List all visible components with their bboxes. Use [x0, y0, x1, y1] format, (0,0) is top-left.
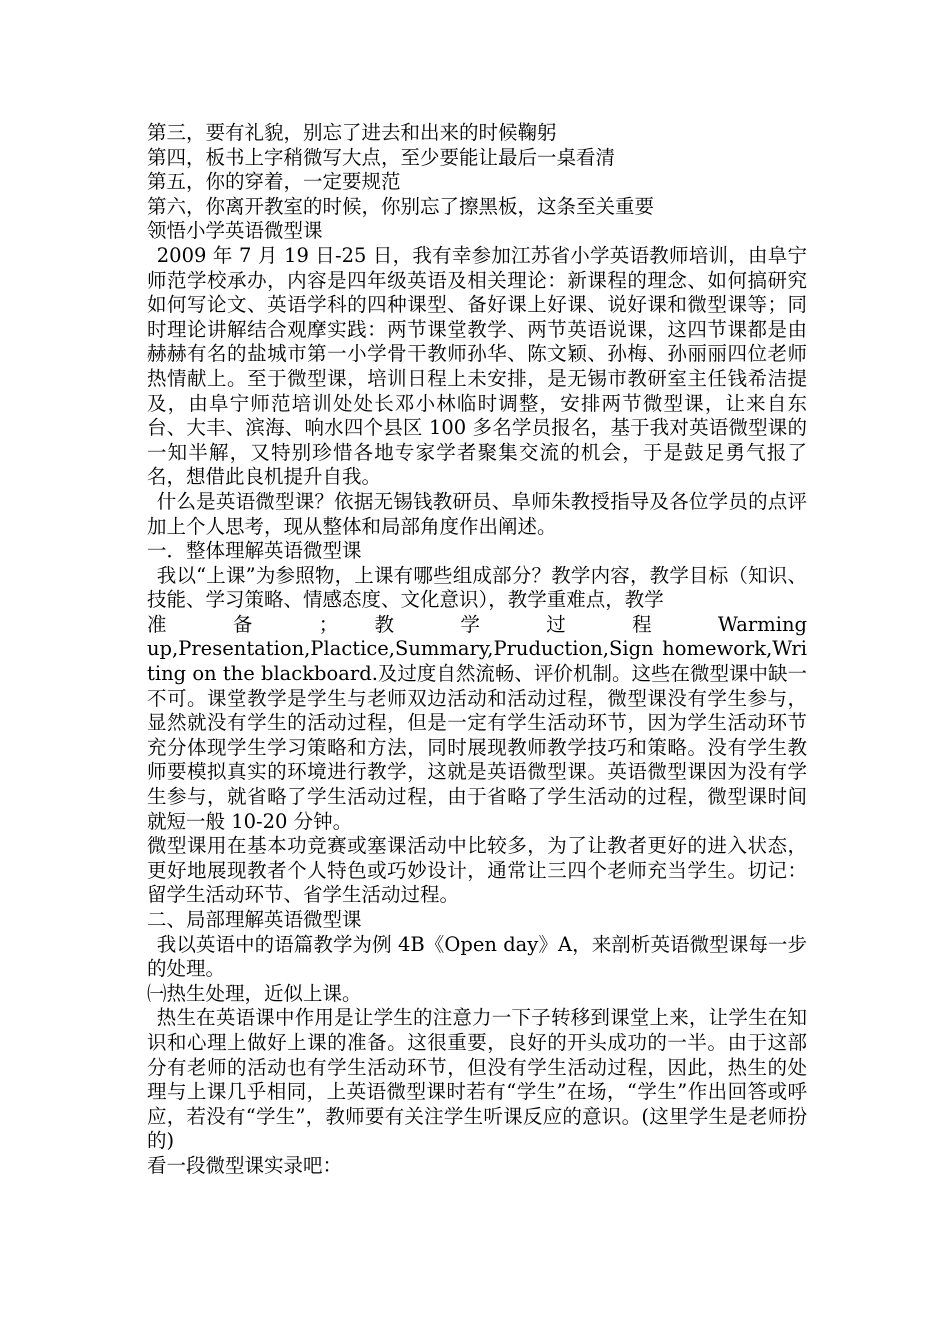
article-title: 领悟小学英语微型课	[147, 219, 323, 243]
rule-line-6: 第六，你离开教室的时候，你别忘了擦黑板，这条至关重要	[147, 194, 655, 218]
paragraph-what-is-micro-lesson: 什么是英语微型课？依据无锡钱教研员、阜师朱教授指导及各位学员的点评加上个人思考，现从整体和局部角度作出阐述。	[147, 489, 807, 538]
rule-line-5: 第五，你的穿着，一定要规范	[147, 170, 401, 194]
paragraph-overall-part-a: 我以“上课”为参照物，上课有哪些组成部分？教学内容，教学目标（知识、技能、学习策略、情感态度、文化意识），教学重难点，教学	[147, 563, 807, 612]
paragraph-record-intro: 看一段微型课实录吧：	[147, 1153, 343, 1177]
subsection-heading-warmup: ㈠热生处理，近似上课。	[147, 981, 362, 1005]
paragraph-training-intro: 2009 年 7 月 19 日-25 日，我有幸参加江苏省小学英语教师培训，由阜宁师范学校承办，内容是四年级英语及相关理论：新课程的理念、如何搞研究如何写论文、英语学科的四种课型、备好课上好课、说好课和微型课等；同时理论讲解结合观摩实践：两节课堂教学、两节英语说课，这四节课都是由赫赫有名的盐城市第一小学骨干教师孙华、陈文颖、孙梅、孙丽丽四位老师热情献上。至于微型课，培训日程上未安排，是无锡市教研室主任钱希洁提及，由阜宁师范培训处处长邓小林临时调整，安排两节微型课，让来自东台、大丰、滨海、响水四个县区 100 多名学员报名，基于我对英语微型课的一知半解，又特别珍惜各地专家学者聚集交流的机会，于是鼓足勇气报了名，想借此良机提升自我。	[147, 243, 807, 489]
rule-line-4: 第四，板书上字稍微写大点，至少要能让最后一桌看清	[147, 145, 616, 169]
paragraph-overall-part-b: 准 备 ； 教 学 过 程 Warming	[147, 612, 807, 636]
section-heading-partial: 二、局部理解英语微型课	[147, 908, 362, 931]
paragraph-open-day-example: 我以英语中的语篇教学为例 4B《Open day》A，来剖析英语微型课每一步的处理。	[147, 932, 807, 981]
paragraph-overall-part-c: up,Presentation,Plactice,Summary,Pruduction,Sign homework,Writing on the blackboard.及过度自然流畅、评价机制。这些在微型课中缺一不可。课堂教学是学生与老师双边活动和活动过程，微型课没有学生参与，显然就没有学生的活动过程，但是一定有学生活动环节，因为学生活动环节充分体现学生学习策略和方法，同时展现教师教学技巧和策略。没有学生教师要模拟真实的环境进行教学，这就是英语微型课。英语微型课因为没有学生参与，就省略了学生活动过程，由于省略了学生活动的过程，微型课时间就短一般 10-20 分钟。	[147, 637, 807, 833]
rule-line-3: 第三，要有礼貌，别忘了进去和出来的时候鞠躬	[147, 121, 557, 144]
paragraph-warmup-explanation: 热生在英语课中作用是让学生的注意力一下子转移到课堂上来，让学生在知识和心理上做好上课的准备。这很重要，良好的开头成功的一半。由于这部分有老师的活动也有学生活动环节，但没有学生活动过程，因此，热生的处理与上课几乎相同，上英语微型课时若有“学生”在场，“学生”作出回答或呼应，若没有“学生”，教师要有关注学生听课反应的意识。(这里学生是老师扮的)	[147, 1006, 807, 1153]
section-heading-overall: 一．整体理解英语微型课	[147, 539, 362, 563]
paragraph-competition-usage: 微型课用在基本功竞赛或塞课活动中比较多，为了让教者更好的进入状态，更好地展现教者个人特色或巧妙设计，通常让三四个老师充当学生。切记：留学生活动环节、省学生活动过程。	[147, 834, 807, 907]
document-page	[147, 121, 807, 1179]
